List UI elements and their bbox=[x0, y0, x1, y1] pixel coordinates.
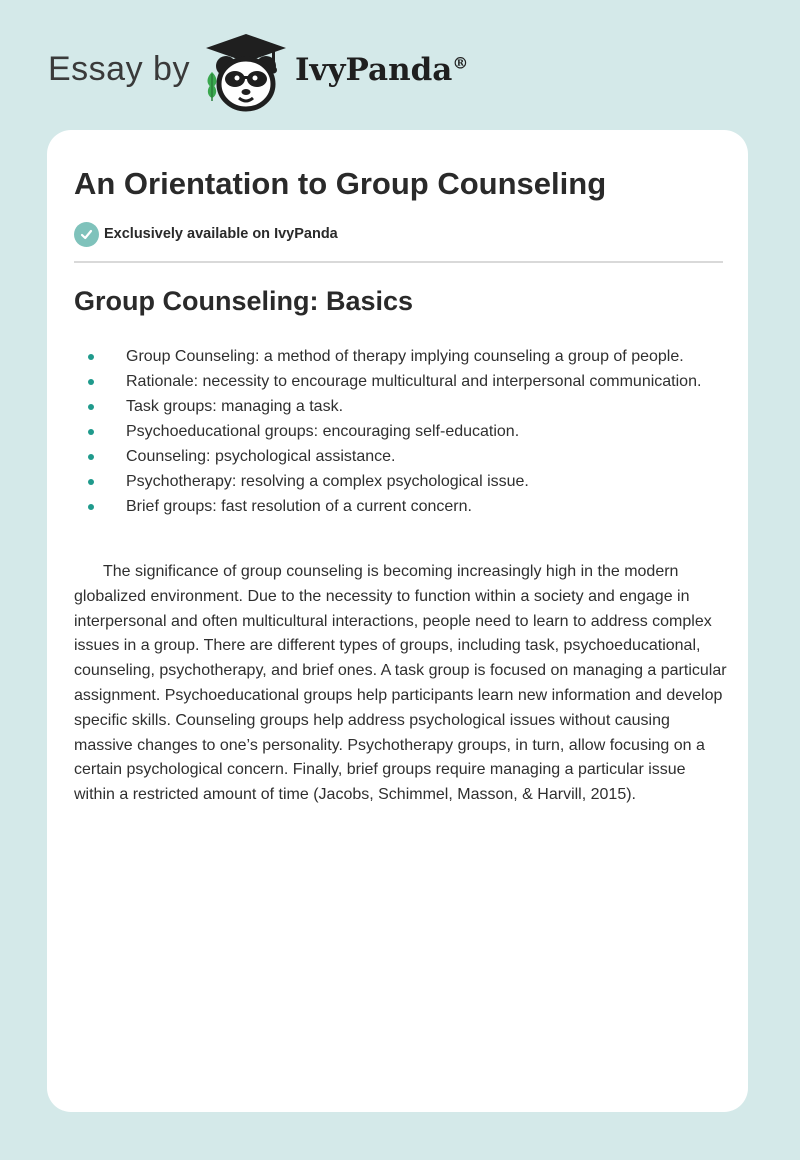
list-item-text: Psychoeducational groups: encouraging self-education. bbox=[126, 423, 520, 440]
bullet-list bbox=[126, 344, 726, 519]
list-item bbox=[126, 369, 726, 394]
bullet-dot-icon bbox=[88, 354, 94, 360]
body-paragraph: The significance of group counseling is becoming increasingly high in the modern globalized environment. Due to the necessity to function within a society and engage in interpersonal and often multicultural interactions, people need to learn to address complex issues in a group. There are different types of groups, including task, psychoeducational, counseling, psychotherapy, and brief ones. A task group is focused on managing a particular assignment. Psychoeducational groups help participants learn new information and develop specific skills. Counseling groups help address psychological issues without causing massive changes to one’s personality. Psychotherapy groups, in turn, allow focusing on a certain psychological concern. Finally, brief groups require managing a particular issue within a restricted amount of time (Jacobs, Schimmel, Masson, & Harvill, 2015). bbox=[74, 563, 727, 804]
bullet-dot-icon bbox=[88, 454, 94, 460]
list-item bbox=[126, 469, 726, 494]
page-title: An Orientation to Group Counseling bbox=[74, 166, 607, 201]
registered-mark: ® bbox=[452, 53, 469, 73]
bullet-dot-icon bbox=[88, 429, 94, 435]
brand-header[interactable] bbox=[48, 30, 508, 114]
list-item bbox=[126, 344, 726, 369]
brand-prefix: Essay by bbox=[48, 50, 190, 88]
list-item-text: Brief groups: fast resolution of a current concern. bbox=[126, 498, 472, 515]
badge-text: Exclusively available on IvyPanda bbox=[104, 226, 338, 242]
bullet-dot-icon bbox=[88, 479, 94, 485]
list-item bbox=[126, 444, 726, 469]
bullet-dot-icon bbox=[88, 404, 94, 410]
exclusive-badge bbox=[74, 221, 338, 247]
list-item bbox=[126, 494, 726, 519]
list-item-text: Psychotherapy: resolving a complex psychological issue. bbox=[126, 473, 529, 490]
list-item bbox=[126, 419, 726, 444]
list-item-text: Counseling: psychological assistance. bbox=[126, 448, 396, 465]
bullet-dot-icon bbox=[88, 504, 94, 510]
ivy-leaf-icon bbox=[202, 70, 222, 102]
brand-name: IvyPanda® bbox=[295, 52, 469, 88]
list-item-text: Task groups: managing a task. bbox=[126, 398, 344, 415]
check-circle-icon bbox=[74, 222, 99, 247]
essay-card bbox=[47, 130, 748, 1112]
divider bbox=[74, 261, 723, 263]
list-item-text: Group Counseling: a method of therapy implying counseling a group of people. bbox=[126, 348, 684, 365]
list-item bbox=[126, 394, 726, 419]
section-heading: Group Counseling: Basics bbox=[74, 286, 414, 316]
bullet-dot-icon bbox=[88, 379, 94, 385]
list-item-text: Rationale: necessity to encourage multicultural and interpersonal communication. bbox=[126, 373, 702, 390]
